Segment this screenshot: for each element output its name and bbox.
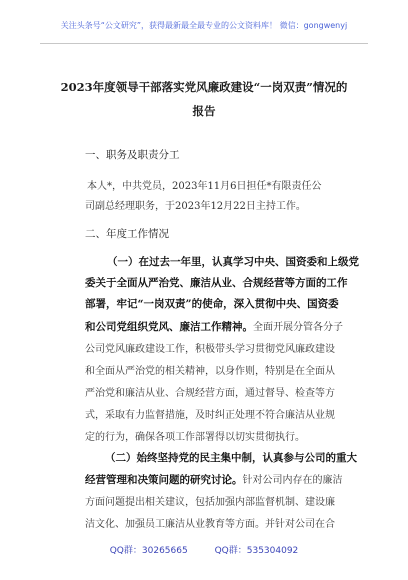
document-title-line2: 报告 <box>192 104 216 118</box>
paragraph1-line1: （一）在过去一年里，认真学习中央、国资委和上级党 <box>107 256 359 268</box>
header-divider <box>40 43 368 44</box>
paragraph1-line4 <box>85 318 343 334</box>
footer-qq-group-1: QQ群：30265665 <box>109 546 188 556</box>
paragraph1-line3: 部署，牢记“一岗双责”的使命，深入贯彻中央、国资委 <box>85 298 339 310</box>
paragraph2-line2 <box>85 471 343 487</box>
paragraph1-line2: 委关于全面从严治党、廉洁从业、合规经营等方面的工作 <box>85 277 348 289</box>
document-title-line1: 2023年度领导干部落实党风廉政建设“一岗双责”情况的 <box>60 80 348 94</box>
paragraph1-line7: 严治党和廉洁从业、合规经营方面，通过督导、检查等方 <box>85 388 335 399</box>
section1-text-line1: 本人*，中共党员，2023年11月6日担任*有限责任公 <box>87 181 322 192</box>
paragraph2-line1: （二）始终坚持党的民主集中制，认真参与公司的重大 <box>105 452 357 464</box>
section1-text-line2: 司副总经理职务，于2023年12月22日主持工作。 <box>85 201 306 212</box>
paragraph1-line9: 定的行为，确保各项工作部署得以切实贯彻执行。 <box>85 432 305 443</box>
paragraph2-line4: 洁文化、加强员工廉洁从业教育等方面。并针对公司在合 <box>85 519 335 530</box>
footer-qq-groups <box>0 543 408 556</box>
paragraph2-line2-rest: 针对公司内存在的廉洁 <box>242 475 343 486</box>
paragraph1-line4-rest: 全面开展分管各分子 <box>253 322 343 333</box>
footer-qq-group-2: QQ群：535304092 <box>214 546 299 556</box>
header-promo-text: 关注头条号“公文研究”，获得最新最全最专业的公文资料库！ 微信：gongwenyj <box>60 21 348 30</box>
paragraph2-line2-bold: 经营管理和决策问题的研究讨论。 <box>85 474 243 486</box>
section1-heading: 一、职务及职责分工 <box>85 149 180 161</box>
paragraph2-line3: 方面问题提出相关建议，包括加强内部监督机制、建设廉 <box>85 497 335 508</box>
paragraph1-line4-bold: 和公司党组织党风、廉洁工作精神。 <box>85 321 253 333</box>
paragraph1-line6: 和全面从严治党的相关精神，以身作则，特别是在全面从 <box>85 366 335 377</box>
section2-heading: 二、年度工作情况 <box>85 228 169 240</box>
paragraph1-line8: 式，采取有力监督措施，及时纠正处理不符合廉洁从业规 <box>85 410 335 421</box>
paragraph1-line5: 公司党风廉政建设工作，积极带头学习贯彻党风廉政建设 <box>85 344 335 355</box>
